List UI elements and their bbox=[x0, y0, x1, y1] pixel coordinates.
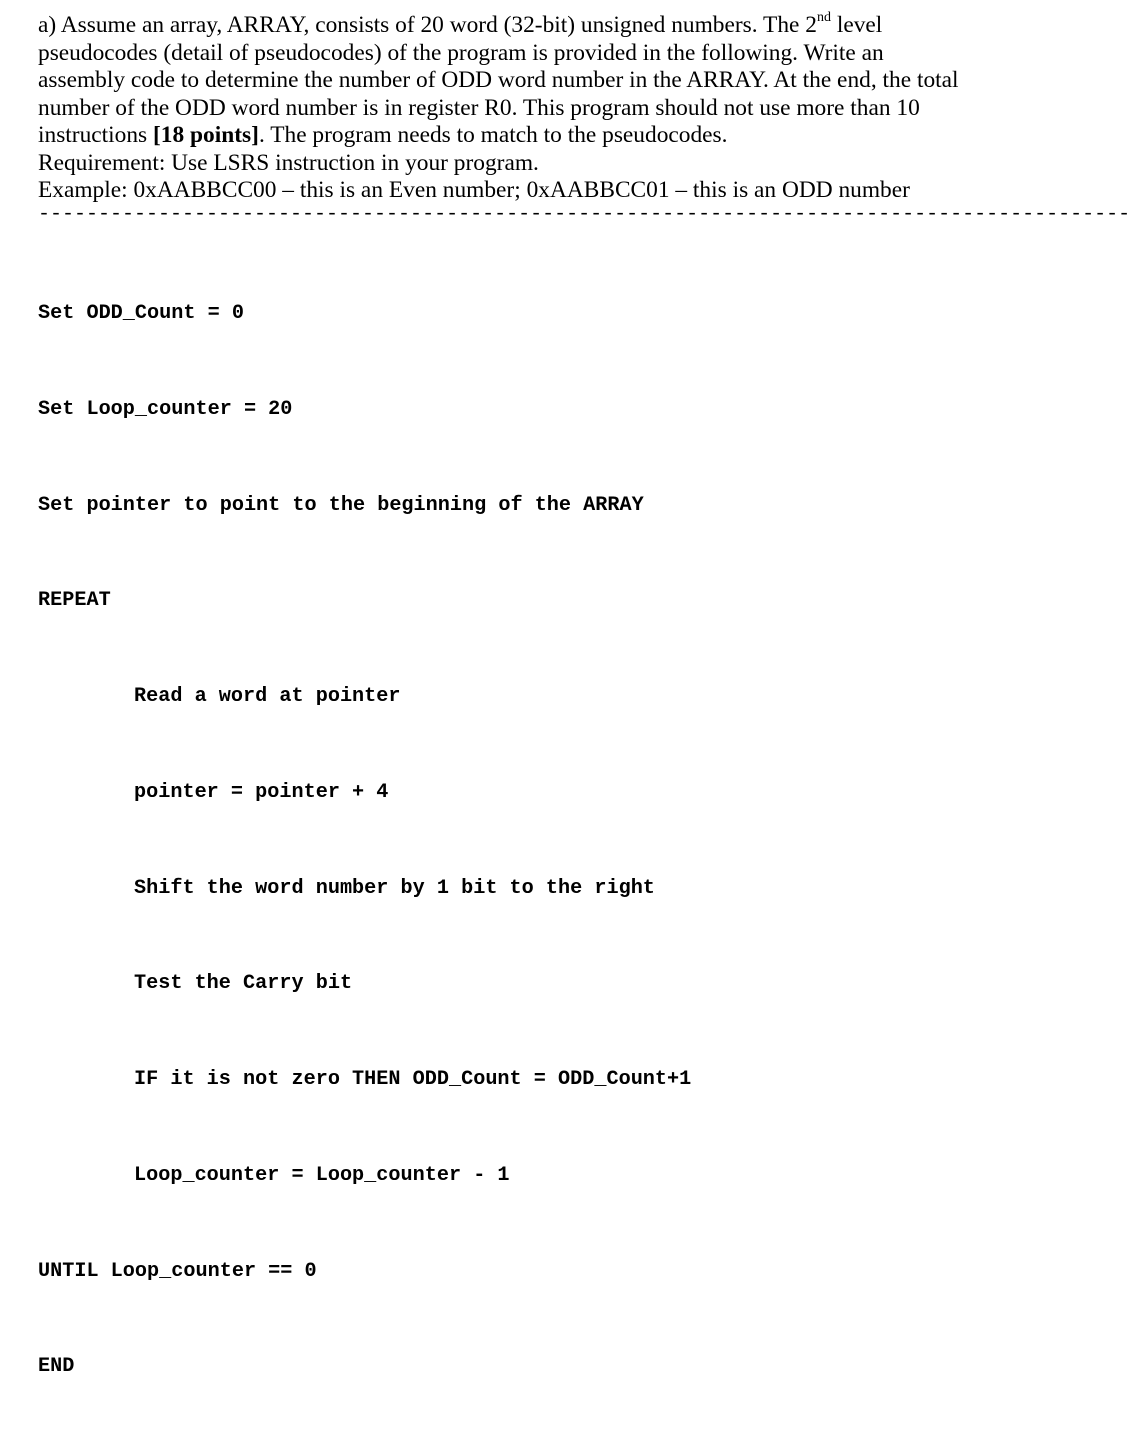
problem-line-1-end: level bbox=[830, 12, 883, 38]
pseudocode-line-9: IF it is not zero THEN ODD_Count = ODD_Count+1 bbox=[134, 1068, 692, 1092]
problem-line-5 bbox=[38, 122, 990, 150]
pseudocode-line-6: pointer = pointer + 4 bbox=[134, 780, 389, 804]
pseudocode-line-5: Read a word at pointer bbox=[134, 685, 401, 709]
pseudocode-line-12: END bbox=[38, 1355, 75, 1379]
pseudocode-line-1: Set ODD_Count = 0 bbox=[38, 302, 244, 326]
problem-line-1-text: a) Assume an array, ARRAY, consists of 20 word (32-bit) unsigned numbers. The 2 bbox=[38, 12, 817, 38]
pseudocode-block bbox=[38, 235, 990, 1447]
pseudocode-line-4: REPEAT bbox=[38, 589, 111, 613]
problem-line-5-end: . The program needs to match to the pseudocodes. bbox=[258, 122, 728, 148]
problem-line-5-text: instructions bbox=[38, 122, 154, 148]
pseudocode-line-8: Test the Carry bit bbox=[134, 972, 353, 996]
dashed-separator: ------------------------------------------------------------------------------------------- bbox=[38, 202, 1130, 226]
example-line: Example: 0xAABBCC00 – this is an Even number; 0xAABBCC01 – this is an ODD number bbox=[38, 177, 910, 203]
problem-line-4: number of the ODD word number is in register R0. This program should not use more than 10 bbox=[38, 94, 920, 121]
pseudocode-line-10: Loop_counter = Loop_counter - 1 bbox=[134, 1163, 510, 1187]
points-label: [18 points] bbox=[153, 122, 259, 148]
problem-statement bbox=[38, 12, 990, 205]
ordinal-superscript: nd bbox=[816, 10, 831, 26]
problem-line-1 bbox=[38, 12, 990, 40]
problem-line-3: assembly code to determine the number of ODD word number in the ARRAY. At the end, the total bbox=[38, 67, 959, 93]
problem-line-2: pseudocodes (detail of pseudocodes) of the program is provided in the following. Write an bbox=[38, 39, 884, 66]
pseudocode-line-7: Shift the word number by 1 bit to the right bbox=[134, 876, 655, 900]
requirement-line: Requirement: Use LSRS instruction in your program. bbox=[38, 149, 539, 176]
pseudocode-line-2: Set Loop_counter = 20 bbox=[38, 398, 293, 422]
pseudocode-line-3: Set pointer to point to the beginning of the ARRAY bbox=[38, 493, 644, 517]
pseudocode-line-11: UNTIL Loop_counter == 0 bbox=[38, 1259, 317, 1283]
